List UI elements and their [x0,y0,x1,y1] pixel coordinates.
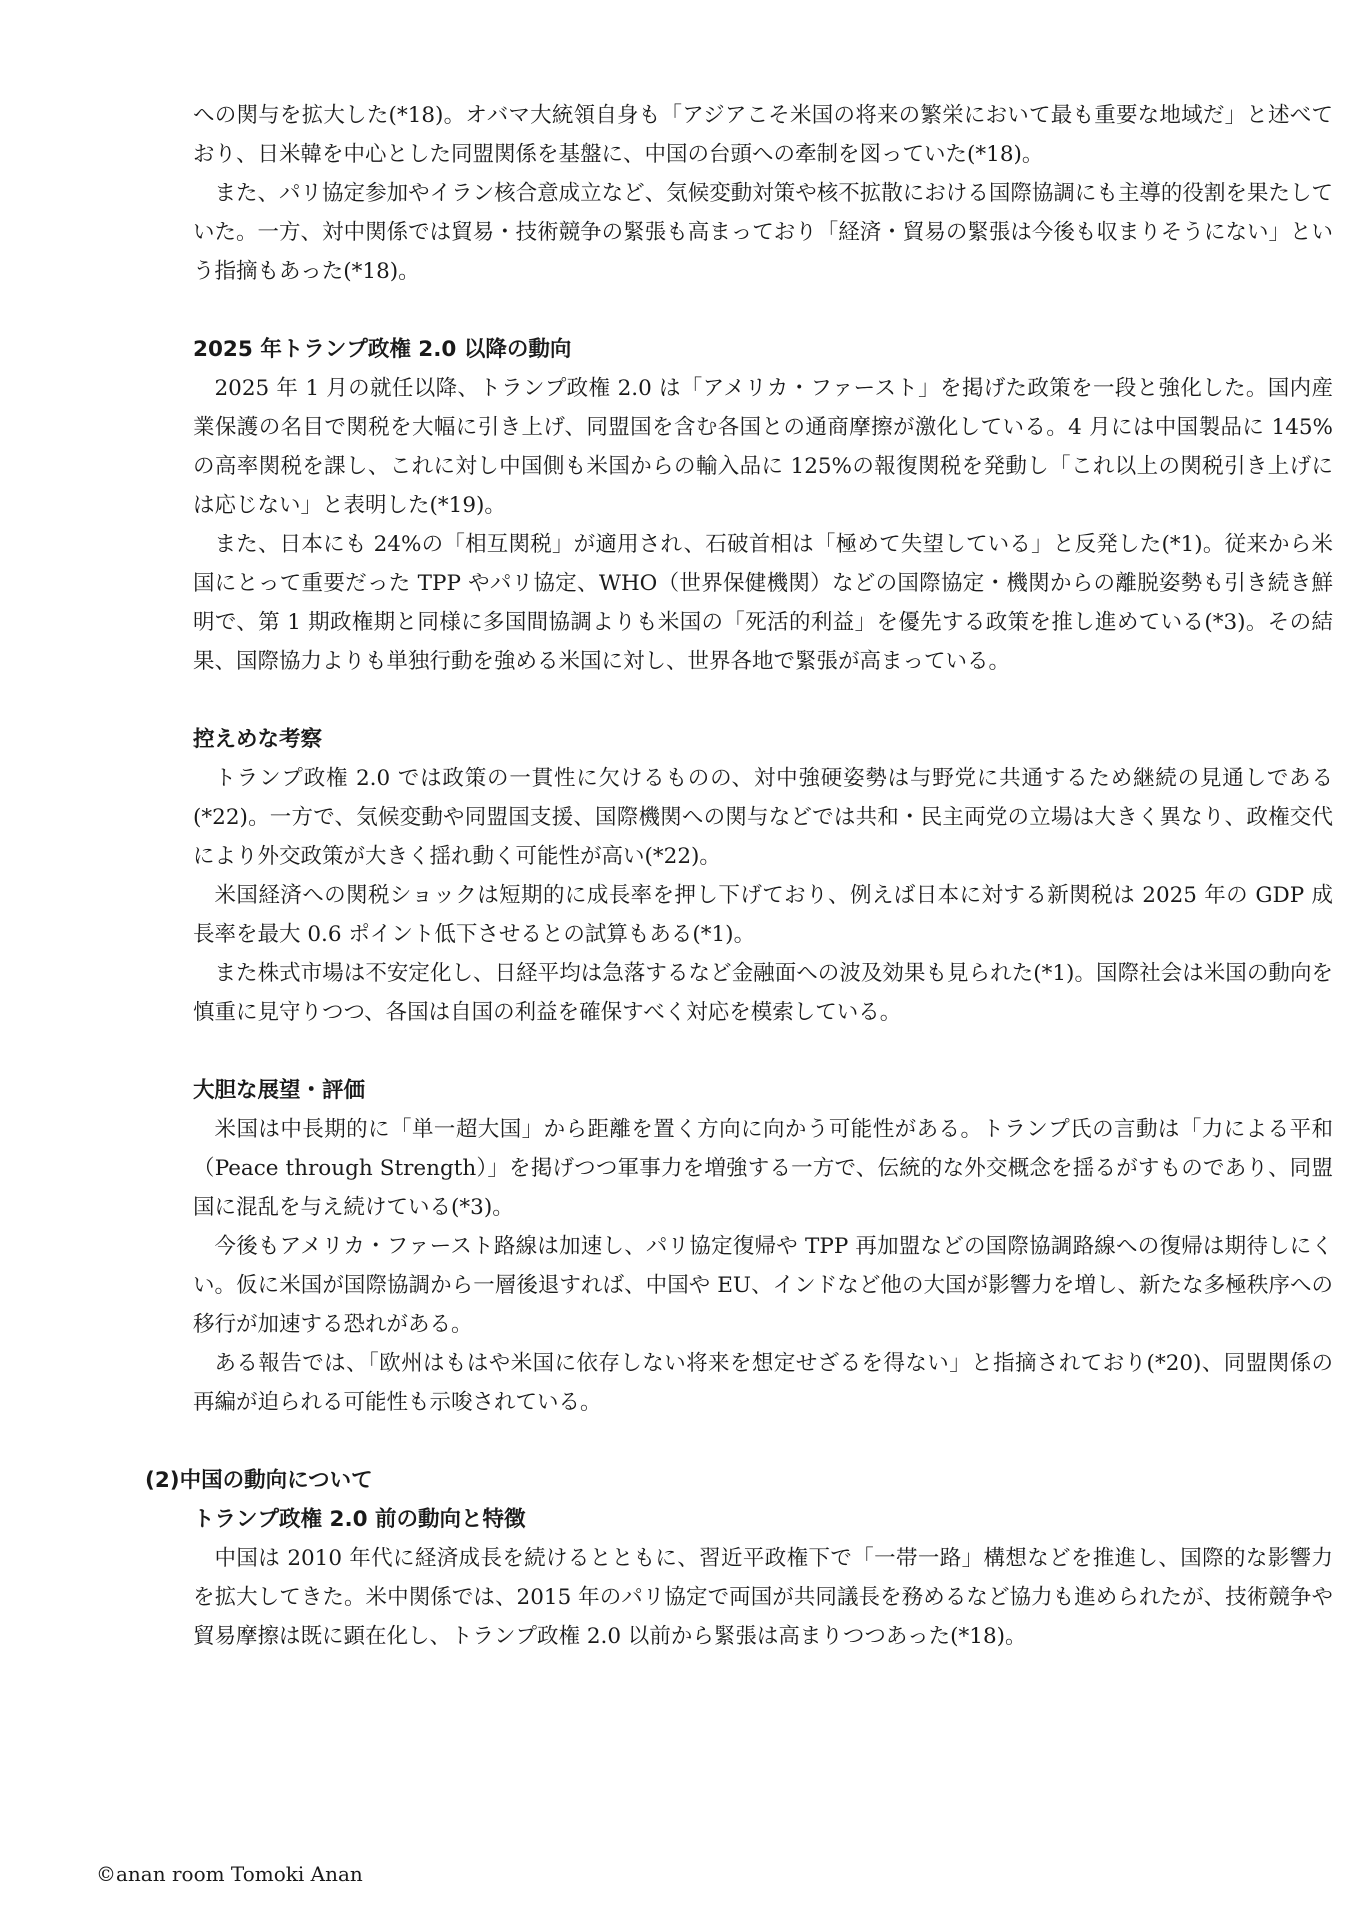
modest-paragraph-2: 米国経済への関税ショックは短期的に成長率を押し下げており、例えば日本に対する新関税は 2025 年の GDP 成長率を最大 0.6 ポイント低下させるとの試算もある(*1)。 [193,883,1333,947]
trump2-paragraph-2: また、日本にも 24%の「相互関税」が適用され、石破首相は「極めて失望している」と反発した(*1)。従来から米国にとって重要だった TPP やパリ協定、WHO（世界保健機関）などの国際協定・機関からの離脱姿勢も引き続き鮮明で、第 1 期政権期と同様に多国間協調よりも米国の「死活的利益」を優先する政策を推し進めている(*3)。その結果、国際協力よりも単独行動を強める米国に対し、世界各地で緊張が高まっている。 [193,532,1333,674]
intro-paragraph-2: また、パリ協定参加やイラン核合意成立など、気候変動対策や核不拡散における国際協調にも主導的役割を果たしていた。一方、対中関係では貿易・技術競争の緊張も高まっており「経済・貿易の緊張は今後も収まりそうにない」という指摘もあった(*18)。 [193,181,1333,284]
modest-paragraph-1: トランプ政権 2.0 では政策の一貫性に欠けるものの、対中強硬姿勢は与野党に共通するため継続の見通しである(*22)。一方で、気候変動や同盟国支援、国際機関への関与などでは共和・民主両党の立場は大きく異なり、政権交代により外交政策が大きく揺れ動く可能性が高い(*22)。 [193,766,1333,869]
modest-paragraph-3: また株式市場は不安定化し、日経平均は急落するなど金融面への波及効果も見られた(*1)。国際社会は米国の動向を慎重に見守りつつ、各国は自国の利益を確保すべく対応を模索している。 [193,961,1333,1025]
intro-paragraph-1: への関与を拡大した(*18)。オバマ大統領自身も「アジアこそ米国の将来の繁栄において最も重要な地域だ」と述べており、日米韓を中心とした同盟関係を基盤に、中国の台頭への牽制を図っていた(*18)。 [193,103,1333,167]
section-heading-trump2: 2025 年トランプ政権 2.0 以降の動向 [193,337,572,362]
spacer [193,291,1333,330]
bold-paragraph-3: ある報告では、「欧州はもはや米国に依存しない将来を想定せざるを得ない」と指摘されており(*20)、同盟関係の再編が迫られる可能性も示唆されている。 [193,1351,1333,1415]
section-heading-bold: 大胆な展望・評価 [193,1078,366,1103]
spacer [193,1032,1333,1071]
subsection-heading-china-pre: トランプ政権 2.0 前の動向と特徴 [193,1507,526,1532]
china-paragraph-1: 中国は 2010 年代に経済成長を続けるとともに、習近平政権下で「一帯一路」構想などを推進し、国際的な影響力を拡大してきた。米中関係では、2015 年のパリ協定で両国が共同議長を務めるなど協力も進められたが、技術競争や貿易摩擦は既に顕在化し、トランプ政権 2.0 以前から緊張は高まりつつあった(*18)。 [193,1546,1333,1649]
bold-paragraph-2: 今後もアメリカ・ファースト路線は加速し、パリ協定復帰や TPP 再加盟などの国際協調路線への復帰は期待しにくい。仮に米国が国際協調から一層後退すれば、中国や EU、インドなど他の大国が影響力を増し、新たな多極秩序への移行が加速する恐れがある。 [193,1234,1333,1337]
bold-paragraph-1: 米国は中長期的に「単一超大国」から距離を置く方向に向かう可能性がある。トランプ氏の言動は「力による平和（Peace through Strength）」を掲げつつ軍事力を増強する一方で、伝統的な外交概念を揺るがすものであり、同盟国に混乱を与え続けている(*3)。 [193,1117,1333,1220]
spacer [193,1422,1333,1461]
copyright-footer: ©anan room Tomoki Anan [96,1862,363,1886]
document-body [145,96,1333,1656]
section-heading-china: (2)中国の動向について [145,1468,373,1493]
section-heading-modest: 控えめな考察 [193,727,323,752]
trump2-paragraph-1: 2025 年 1 月の就任以降、トランプ政権 2.0 は「アメリカ・ファースト」を掲げた政策を一段と強化した。国内産業保護の名目で関税を大幅に引き上げ、同盟国を含む各国との通商摩擦が激化している。4 月には中国製品に 145%の高率関税を課し、これに対し中国側も米国からの輸入品に 125%の報復関税を発動し「これ以上の関税引き上げには応じない」と表明した(*19)。 [193,376,1333,518]
spacer [193,681,1333,720]
